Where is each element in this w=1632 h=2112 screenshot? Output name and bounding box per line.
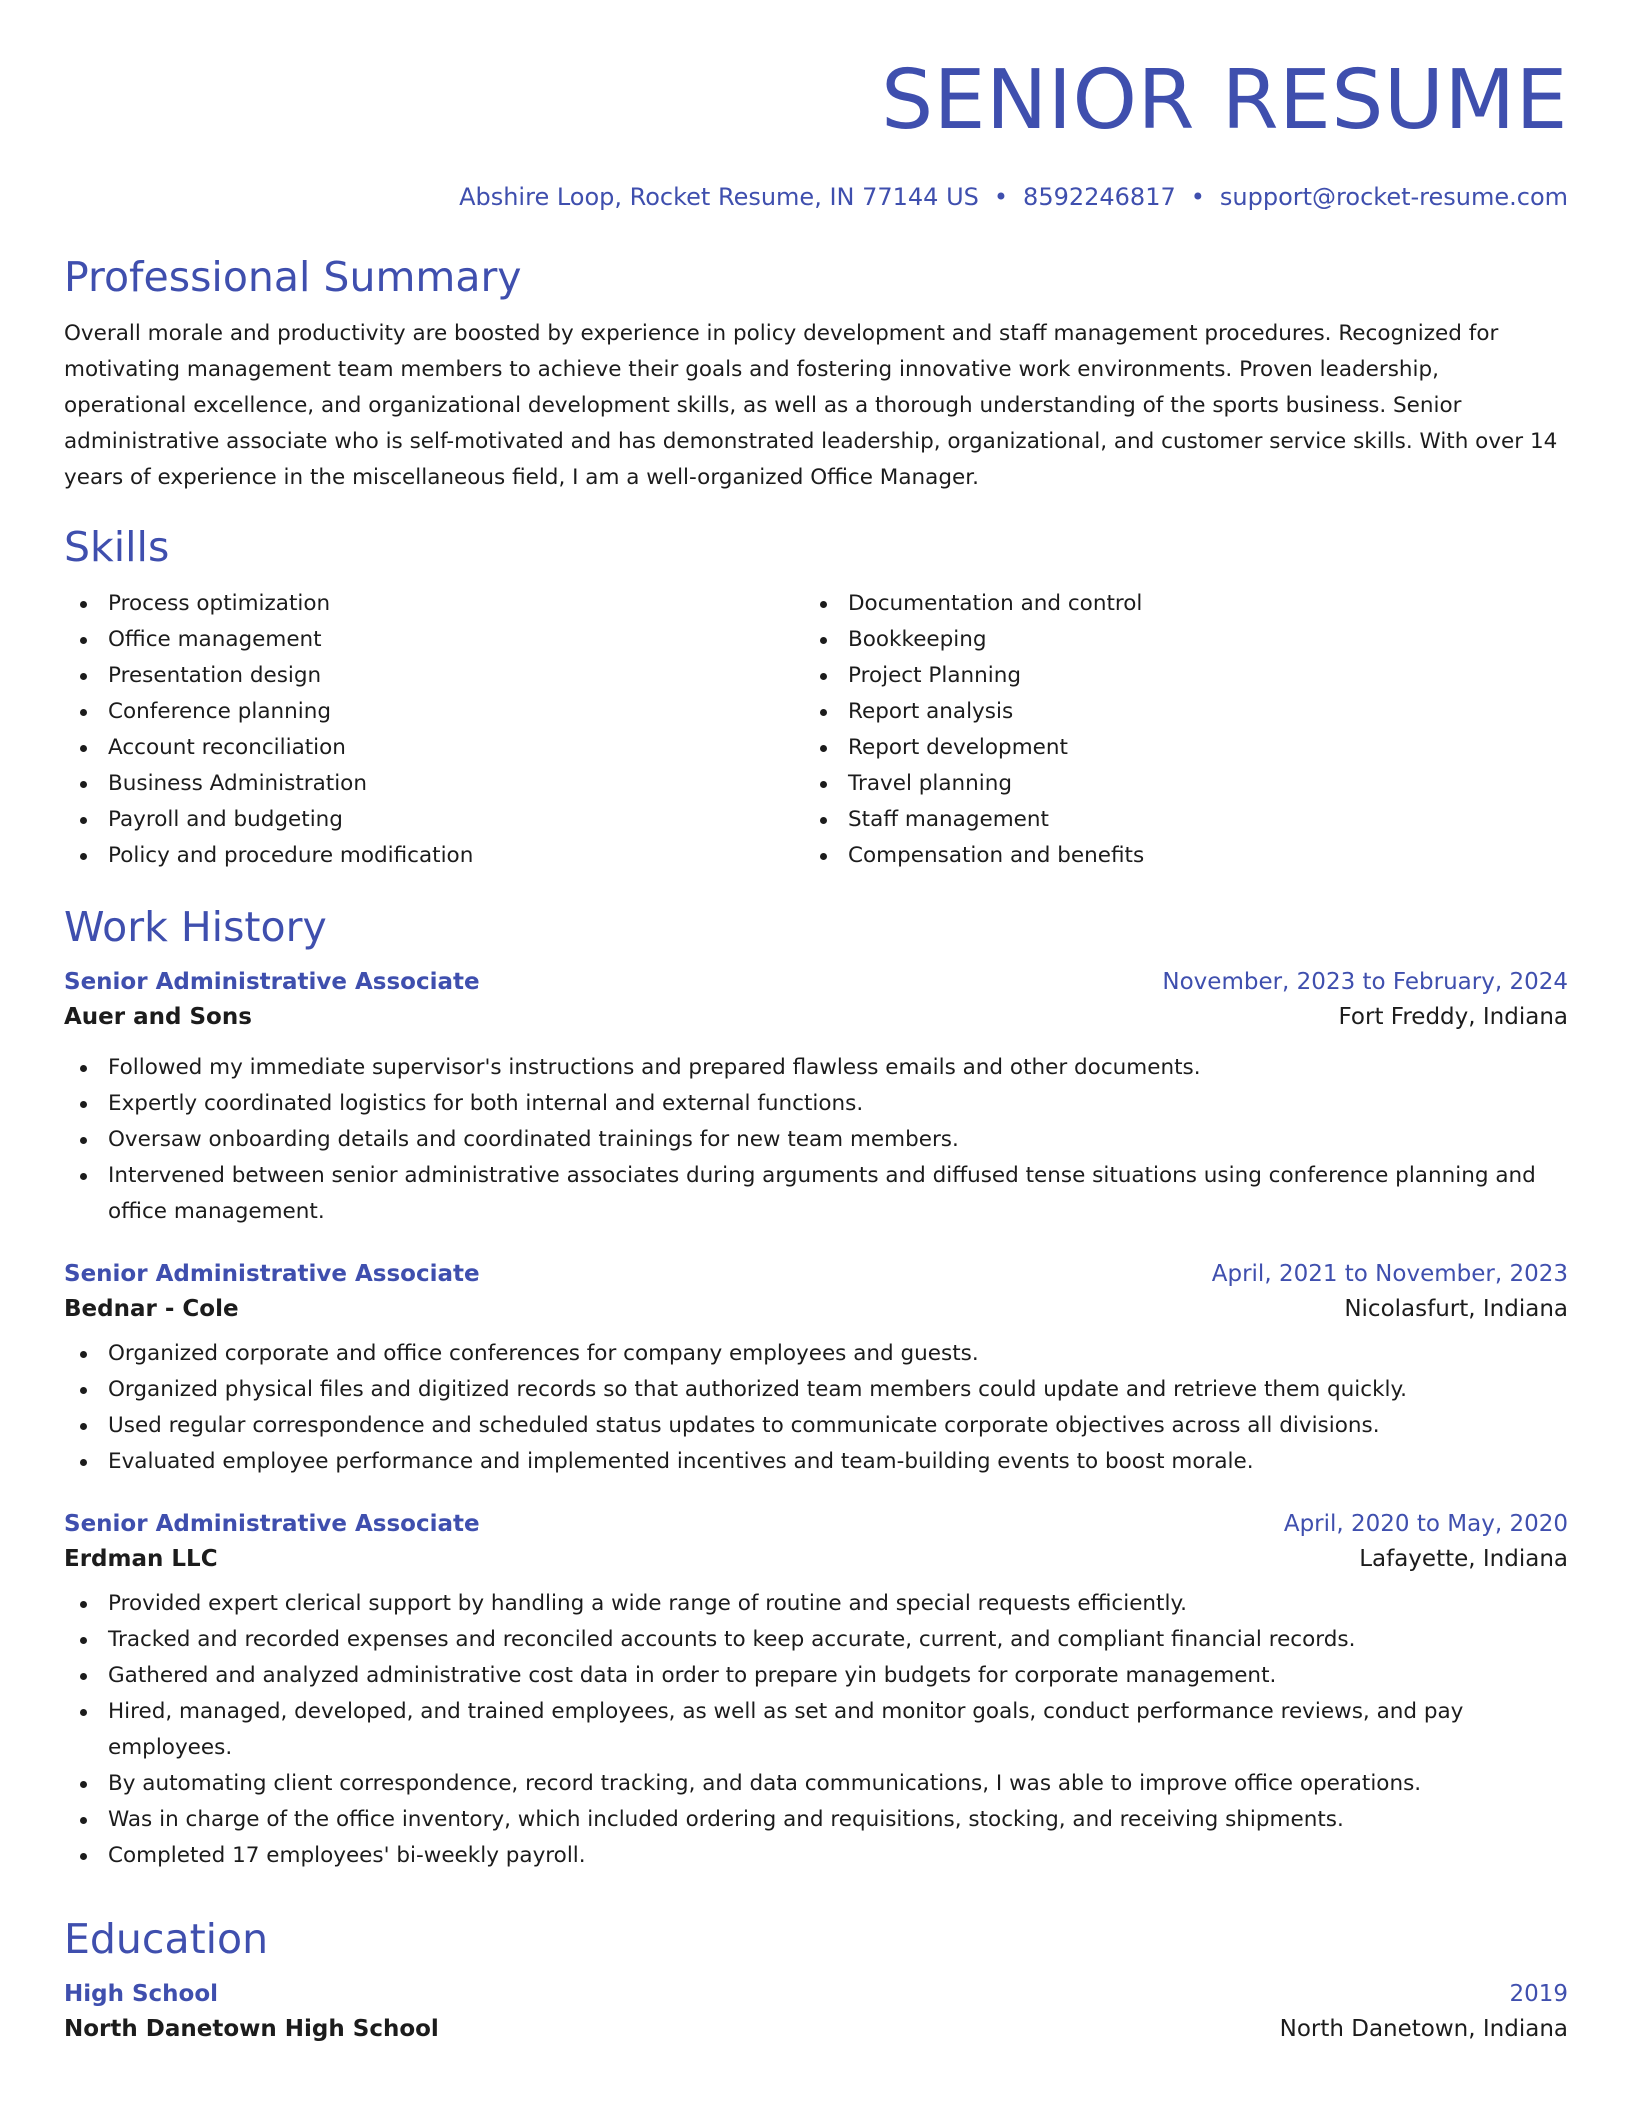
skills-column-right — [804, 586, 1544, 874]
skill-item: Conference planning — [64, 694, 804, 730]
skill-item: Business Administration — [64, 766, 804, 802]
education-school-row — [64, 2010, 1568, 2048]
skill-item: Project Planning — [804, 658, 1544, 694]
summary-text: Overall morale and productivity are boosted by experience in policy development and staff management procedures. Recognized for motivating management team members to achieve their goals and fostering innovative work environments. Proven leadership, operational excellence, and organizational development skills, as well as a thorough understanding of the sports business. Senior administrative associate who is self-motivated and has demonstrated leadership, organizational, and customer service skills. With over 14 years of experience in the miscellaneous field, I am a well-organized Office Manager. — [64, 321, 1558, 490]
job-bullet: Evaluated employee performance and implemented incentives and team-building events to boost morale. — [64, 1444, 1568, 1480]
job-bullet: Organized corporate and office conferences for company employees and guests. — [64, 1336, 1568, 1372]
education-entry — [64, 1978, 1568, 2048]
job-location: Fort Freddy, Indiana — [1338, 1004, 1568, 1030]
skill-item: Compensation and benefits — [804, 838, 1544, 874]
skill-item: Documentation and control — [804, 586, 1544, 622]
phone: 8592246817 — [1023, 183, 1176, 211]
skill-item: Staff management — [804, 802, 1544, 838]
job-title-row — [64, 966, 1568, 998]
skill-item: Process optimization — [64, 586, 804, 622]
skill-item: Office management — [64, 622, 804, 658]
job-bullets — [64, 1336, 1568, 1480]
skill-item: Report development — [804, 730, 1544, 766]
separator: • — [993, 183, 1009, 211]
job-location: Nicolasfurt, Indiana — [1344, 1296, 1568, 1322]
job-title: Senior Administrative Associate — [64, 1261, 480, 1287]
job-bullets — [64, 1586, 1568, 1874]
resume-header — [64, 0, 1568, 212]
skill-item: Payroll and budgeting — [64, 802, 804, 838]
job-bullet: Hired, managed, developed, and trained employees, as well as set and monitor goals, conduct performance reviews, and pay employees. — [64, 1694, 1568, 1766]
education-heading: Education — [64, 1915, 269, 1963]
job-company-row — [64, 998, 1568, 1036]
skills-heading: Skills — [64, 523, 170, 571]
job-company-row — [64, 1540, 1568, 1578]
skill-item: Presentation design — [64, 658, 804, 694]
job-location: Lafayette, Indiana — [1359, 1546, 1568, 1572]
job-bullet: Completed 17 employees' bi-weekly payroll. — [64, 1838, 1568, 1874]
skill-item: Bookkeeping — [804, 622, 1544, 658]
job-company-row — [64, 1290, 1568, 1328]
education-degree: High School — [64, 1981, 219, 2007]
job-bullet: Intervened between senior administrative associates during arguments and diffused tense situations using conference planning and office management. — [64, 1158, 1568, 1230]
job-title: Senior Administrative Associate — [64, 969, 480, 995]
resume-name: SENIOR RESUME — [881, 53, 1568, 148]
job-company: Auer and Sons — [64, 1004, 252, 1030]
job-dates: April, 2021 to November, 2023 — [1211, 1261, 1568, 1287]
job-bullet: Was in charge of the office inventory, which included ordering and requisitions, stocking, and receiving shipments. — [64, 1802, 1568, 1838]
education-degree-row — [64, 1978, 1568, 2010]
skill-item: Policy and procedure modification — [64, 838, 804, 874]
job-bullet: Gathered and analyzed administrative cost data in order to prepare yin budgets for corporate management. — [64, 1658, 1568, 1694]
job-title-row — [64, 1258, 1568, 1290]
job-bullet: Provided expert clerical support by handling a wide range of routine and special requests efficiently. — [64, 1586, 1568, 1622]
job-bullet: Organized physical files and digitized records so that authorized team members could update and retrieve them quickly. — [64, 1372, 1568, 1408]
skill-item: Report analysis — [804, 694, 1544, 730]
address: Abshire Loop, Rocket Resume, IN 77144 US — [459, 183, 979, 211]
job-dates: April, 2020 to May, 2020 — [1283, 1511, 1568, 1537]
job-bullet: Used regular correspondence and scheduled status updates to communicate corporate objectives across all divisions. — [64, 1408, 1568, 1444]
job-entry — [64, 1258, 1568, 1480]
job-title: Senior Administrative Associate — [64, 1511, 480, 1537]
education-location: North Danetown, Indiana — [1279, 2016, 1568, 2042]
job-bullet: Expertly coordinated logistics for both internal and external functions. — [64, 1086, 1568, 1122]
skill-item: Travel planning — [804, 766, 1544, 802]
job-bullet: Oversaw onboarding details and coordinated trainings for new team members. — [64, 1122, 1568, 1158]
job-bullets — [64, 1050, 1568, 1230]
job-dates: November, 2023 to February, 2024 — [1162, 969, 1568, 995]
job-entry — [64, 966, 1568, 1230]
job-bullet: By automating client correspondence, record tracking, and data communications, I was able to improve office operations. — [64, 1766, 1568, 1802]
work-history-heading: Work History — [64, 903, 327, 951]
email-link[interactable]: support@rocket-resume.com — [1219, 183, 1568, 211]
skill-item: Account reconciliation — [64, 730, 804, 766]
skills-column-left — [64, 586, 804, 874]
education-school: North Danetown High School — [64, 2016, 439, 2042]
separator: • — [1190, 183, 1205, 211]
contact-line — [64, 182, 1568, 212]
job-company: Erdman LLC — [64, 1546, 218, 1572]
skills-list — [64, 586, 1568, 874]
job-entry — [64, 1508, 1568, 1874]
job-bullet: Followed my immediate supervisor's instructions and prepared flawless emails and other documents. — [64, 1050, 1568, 1086]
job-title-row — [64, 1508, 1568, 1540]
job-company: Bednar - Cole — [64, 1296, 239, 1322]
education-year: 2019 — [1509, 1981, 1568, 2007]
job-bullet: Tracked and recorded expenses and reconciled accounts to keep accurate, current, and compliant financial records. — [64, 1622, 1568, 1658]
summary-heading: Professional Summary — [64, 253, 522, 301]
